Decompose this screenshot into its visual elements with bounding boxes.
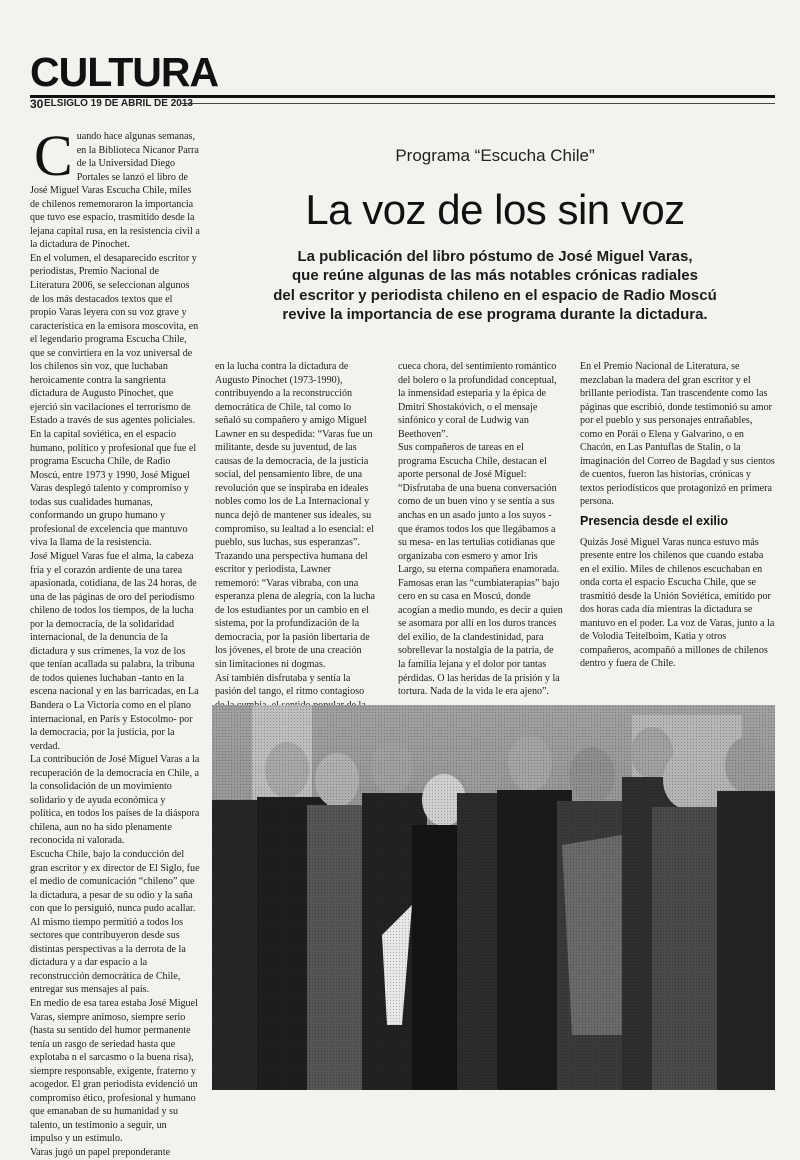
paragraph: Sus compañeros de tareas en el programa Escucha Chile, destacan el aporte personal de José Miguel: “Disfrutaba de una buena conversación como de un buen vino y se sentía a sus anchas en un asado junto a los suyos -que éramos todos los que llegábamos a su mesa- en las tertulias cotidianas que organizaba con esmero y amor Iris Largo, su eterna compañera enamorada. Famosas eran las “cumbiaterapias” bajo cero en su casa en Moscú, donde acogían a medio mundo, es decir a quien se asomara por allí en los duros trances del exilio, de la clandestinidad, para sobrellevar la nostalgia de la patria, de la familia lejana y el dolor por tantas pérdidas. O las heridas de la prisión y la tortura. Nada de la vida le era ajeno”. [398,442,563,698]
group-photo-image [212,705,775,1090]
section-title: CULTURA [30,49,219,95]
paragraph: Así también disfrutaba y sentía la pasión del tango, el ritmo contagioso [215,672,365,698]
column-3 [398,360,563,698]
paragraph: En el volumen, el desaparecido escritor y periodistas, Premio Nacional de Literatura 2006, se seleccionan algunos de los más destacados textos que el propio Varas leyera con su voz grave y característica en la emisora moscovita, en el legendario programa Escucha Chile, que se convirtiera en la voz universal de los chilenos sin voz, que luchaban heroicamente contra la sangrienta dictadura de Augusto Pinochet, que ejerció sin vacilaciones el terrorismo de Estado a través de sus agentes policiales. [30,252,199,427]
drop-cap: C [34,123,73,188]
group-photo [212,705,775,1090]
article-kicker: Programa “Escucha Chile” [395,146,595,165]
paragraph: Trazando una perspectiva humana del escritor y periodista, Lawner rememoró: “Varas vibraba, con una esperanza plena de alegría, con la lucha de los estudiantes por un cambio en el sistema, por la profundización de la democracia, por la pasión libertaria de los jóvenes, el brote de una creación sin limitaciones ni dogmas. [215,550,376,671]
paragraph: uando hace algunas semanas, en la Biblioteca Nicanor Parra de la Universidad Diego Portales se lanzó el libro de José Miguel Varas Escucha Chile, miles de chilenos rememoraron la importancia que tuvo ese espacio, trasmitido desde la lejana capital rusa, en la resistencia civil a la dictadura de Pinochet. [30,131,200,251]
deck-line: que reúne algunas de las más notables crónicas radiales [292,267,698,285]
article-deck [215,247,775,325]
header-thin-rule [180,103,775,104]
paragraph: Escucha Chile, bajo la conducción del gran escritor y ex director de El Siglo, fue el medio de comunicación “chileno” que la dictadura, a pesar de su odio y la saña con que lo persiguió, nunca pudo acallar. [30,848,200,915]
column-4 [580,360,775,690]
paragraph: En la capital soviética, en el espacio humano, político y profesional que fue el programa Escucha Chile, de Radio Moscú, entre 1973 y 1990, José Miguel Varas desplegó talento y compromiso y todas sus cualidades humanas, conformando un grupo humano y profesional de excelencia que mantuvo viva la llama de la resistencia. [30,429,197,549]
column-2 [215,360,376,698]
page-number: 30 [30,97,44,111]
dateline: ELSIGLO 19 DE ABRIL DE 2013 [44,98,193,109]
paragraph: En el Premio Nacional de Literatura, se mezclaban la madera del gran escritor y el brillante periodista. Tan trascendente como las páginas que escribió, donde testimonió su amor por el pueblo y sus personajes entrañables, como en Porái o Elena y Galvarino, o en Chacón, en Las Pantuflas de Stalin, o la imaginación del Correo de Bagdad y sus cientos de cuentos, fueron las historias, crónicas y textos periodísticos que protagonizó en primera persona. [580,361,775,508]
paragraph: cueca chora, del sentimiento romántico del bolero o la profundidad conceptual, la inmensidad esteparia y la épica de Dmitri Shostakóvich, o el mensaje sinfónico y coral de Ludwig van Beethoven”. [398,361,557,440]
deck-line: del escritor y periodista chileno en el espacio de Radio Moscú [273,286,717,304]
paragraph: Varas jugó un papel preponderante [30,1147,171,1159]
subheading: Presencia desde el exilio [580,514,728,529]
paragraph: José Miguel Varas fue el alma, la cabeza fría y el corazón ardiente de una tarea apasionada, cotidiana, de las 24 horas, de una de las páginas de oro del periodismo chileno de todos los tiempos, de la lucha por la democracia, de la solidaridad internacional, de la denuncia de la dictadura y sus crímenes, la voz de los que tenían acallada su palabra, la tribuna de todos quienes luchaban -tanto en la escena nacional y en las barricadas, en La Bandera o La Victoria como en el plano internacional, en París y Estocolmo- por la democracia, por la justicia, por la verdad. [30,550,199,752]
article-headline: La voz de los sin voz [305,186,685,233]
paragraph: Al mismo tiempo permitió a todos los sectores que contribuyeron desde sus distintas perspectivas a la derrota de la dictadura y a dar espacio a la reconstrucción democrática de Chile, entregar sus mensajes al país. [30,916,186,996]
column-1 [30,123,200,1159]
paragraph: Quizás José Miguel Varas nunca estuvo más presente entre los chilenos que cuando estaba en el exilio. Miles de chilenos escuchaban en onda corta el espacio Escucha Chile, que se trasmitió desde la Unión Soviética, emitido por dos horas cada día mientras la dictadura se mantuvo en el poder. La voz de Varas, junto a la de Volodia Teitelboim, Katia y otros compañeros, acompañó a millones de chilenos dentro y fuera de Chile. [580,536,775,670]
deck-line: revive la importancia de ese programa durante la dictadura. [282,306,708,324]
paragraph: La contribución de José Miguel Varas a la recuperación de la democracia en Chile, a la consolidación de un movimiento solidario y de ayuda económica y política, en todos los países de la diáspora chilena, aun no ha sido plenamente reconocida ni valorada. [30,754,200,847]
paragraph: En medio de esa tarea estaba José Miguel Varas, siempre animoso, siempre serio (hasta su sentido del humor permanente tenía un rasgo de seriedad hasta que explotaba n el sarcasmo o la buena risa), siempre responsable, exigente, fraterno y acogedor. El gran periodista evidenció un compromiso ético, profesional y humano que emanaban de su humanidad y su talento, un testimonio a seguir, un impulso y un estímulo. [30,998,198,1145]
deck-line: La publicación del libro póstumo de José Miguel Varas, [297,248,693,265]
paragraph: en la lucha contra la dictadura de Augusto Pinochet (1973-1990), contribuyendo a la reconstrucción democrática de Chile, tal como lo señaló su compañero y amigo Miguel Lawner en su despedida: “Varas fue un militante, desde su juventud, de las causas de la democracia, de la justicia social, del pensamiento libre, de una revolución que se inspiraba en ideales nobles como los de La Internacional y nunca dejó de mantener sus ideales, su compromiso, su lealtad a lo esencial: el pueblo, sus luchas, sus esperanzas”. [215,361,374,549]
